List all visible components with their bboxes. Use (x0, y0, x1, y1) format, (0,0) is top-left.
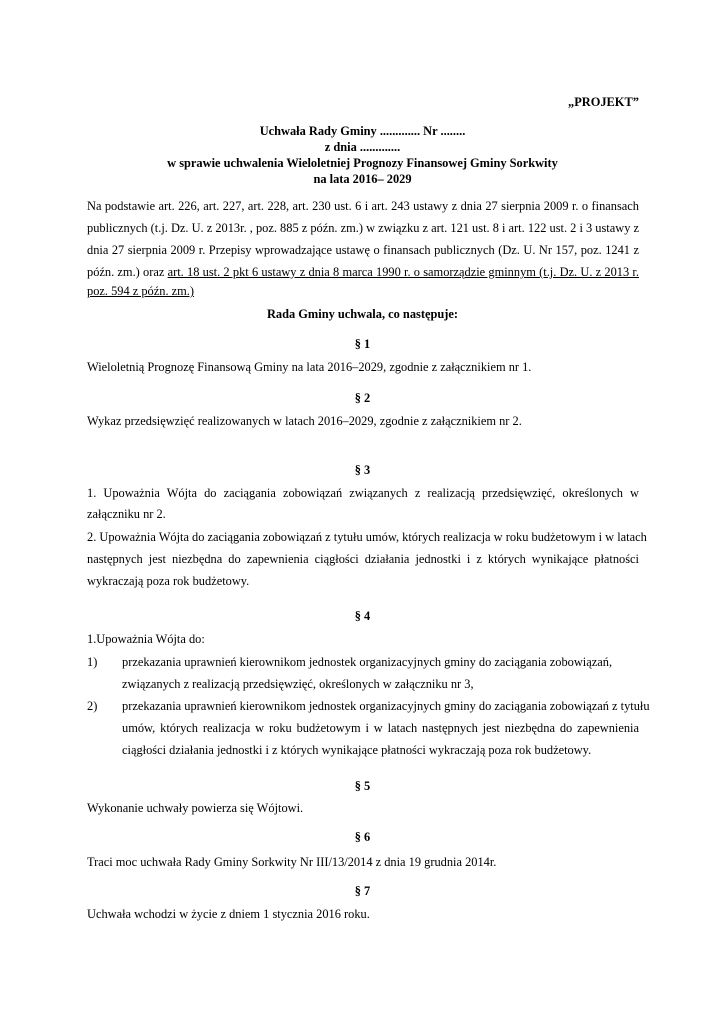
list-item-1-line-1: przekazania uprawnień kierownikom jednostek organizacyjnych gminy do zaciągania zobowiązań, (122, 655, 613, 669)
section-4-title: § 4 (354, 609, 371, 623)
section-2-text: Wykaz przedsięwzięć realizowanych w latach 2016–2029, zgodnie z załącznikiem nr 2. (87, 414, 522, 428)
list-item-1-line-2: związanych z realizacją przedsięwzięć, określonych w załączniku nr 3, (122, 677, 474, 691)
section-7-text: Uchwała wchodzi w życie z dniem 1 stycznia 2016 roku. (87, 907, 370, 921)
resolution-period: na lata 2016– 2029 (313, 172, 412, 186)
section-3-title: § 3 (354, 463, 371, 477)
resolution-title: Uchwała Rady Gminy ............. Nr ........ (259, 124, 466, 138)
list-item-2-line-2: umów, których realizacja w roku budżetowym i w latach następnych jest niezbędna do zapewnienia (122, 721, 639, 735)
section-3-p1-line-2: załączniku nr 2. (87, 507, 166, 521)
section-5-title: § 5 (354, 779, 371, 793)
section-1-title: § 1 (354, 337, 371, 351)
legal-reference-end: poz. 594 z późn. zm.) (87, 284, 195, 298)
preamble-line-4 (87, 265, 639, 280)
section-7-title: § 7 (354, 884, 371, 898)
preamble-text: późn. zm.) oraz (87, 265, 168, 279)
resolution-date: z dnia ............. (324, 140, 401, 154)
list-marker-1: 1) (87, 655, 98, 669)
section-6-title: § 6 (354, 830, 371, 844)
section-3-p2-line-2: następnych jest niezbędna do zapewnienia ciągłości działania jednostki i z których wynikające płatności (87, 552, 639, 566)
project-stamp: „PROJEKT” (568, 95, 639, 109)
legal-reference: art. 18 ust. 2 pkt 6 ustawy z dnia 8 marca 1990 r. o samorządzie gminnym (t.j. Dz. U. z 2013 r. (167, 265, 639, 279)
resolution-subject: w sprawie uchwalenia Wieloletniej Prognozy Finansowej Gminy Sorkwity (167, 156, 558, 170)
preamble-line-2: publicznych (t.j. Dz. U. z 2013r. , poz. 885 z późn. zm.) w związku z art. 121 ust. 8 i art. 122 ust. 2 i 3 ustawy z (87, 221, 639, 235)
section-4-intro: 1.Upoważnia Wójta do: (87, 632, 205, 646)
list-item-2-line-3: ciągłości działania jednostki i z których wynikające płatności wykraczają poza rok budżetowy. (122, 743, 592, 757)
list-item-2-line-1: przekazania uprawnień kierownikom jednostek organizacyjnych gminy do zaciągania zobowiązań z tytułu (122, 699, 650, 713)
section-5-text: Wykonanie uchwały powierza się Wójtowi. (87, 801, 304, 815)
preamble-line-3: dnia 27 sierpnia 2009 r. Przepisy wprowadzające ustawę o finansach publicznych (Dz. U. Nr 157, poz. 1241 z (87, 243, 639, 257)
section-2-title: § 2 (354, 391, 371, 405)
list-marker-2: 2) (87, 699, 98, 713)
section-3-p2-line-3: wykraczają poza rok budżetowy. (87, 574, 250, 588)
preamble-line-1: Na podstawie art. 226, art. 227, art. 228, art. 230 ust. 6 i art. 243 ustawy z dnia 27 sierpnia 2009 r. o finansach (87, 199, 639, 213)
section-1-text: Wieloletnią Prognozę Finansową Gminy na lata 2016–2029, zgodnie z załącznikiem nr 1. (87, 360, 532, 374)
section-3-p1-line-1: 1. Upoważnia Wójta do zaciągania zobowiązań związanych z realizacją przedsięwzięć, określonych w (87, 486, 639, 500)
resolves-heading: Rada Gminy uchwala, co następuje: (266, 307, 459, 321)
section-3-p2-line-1: 2. Upoważnia Wójta do zaciągania zobowiązań z tytułu umów, których realizacja w roku budżetowym i w latach (87, 530, 647, 544)
section-6-text: Traci moc uchwała Rady Gminy Sorkwity Nr III/13/2014 z dnia 19 grudnia 2014r. (87, 855, 497, 869)
